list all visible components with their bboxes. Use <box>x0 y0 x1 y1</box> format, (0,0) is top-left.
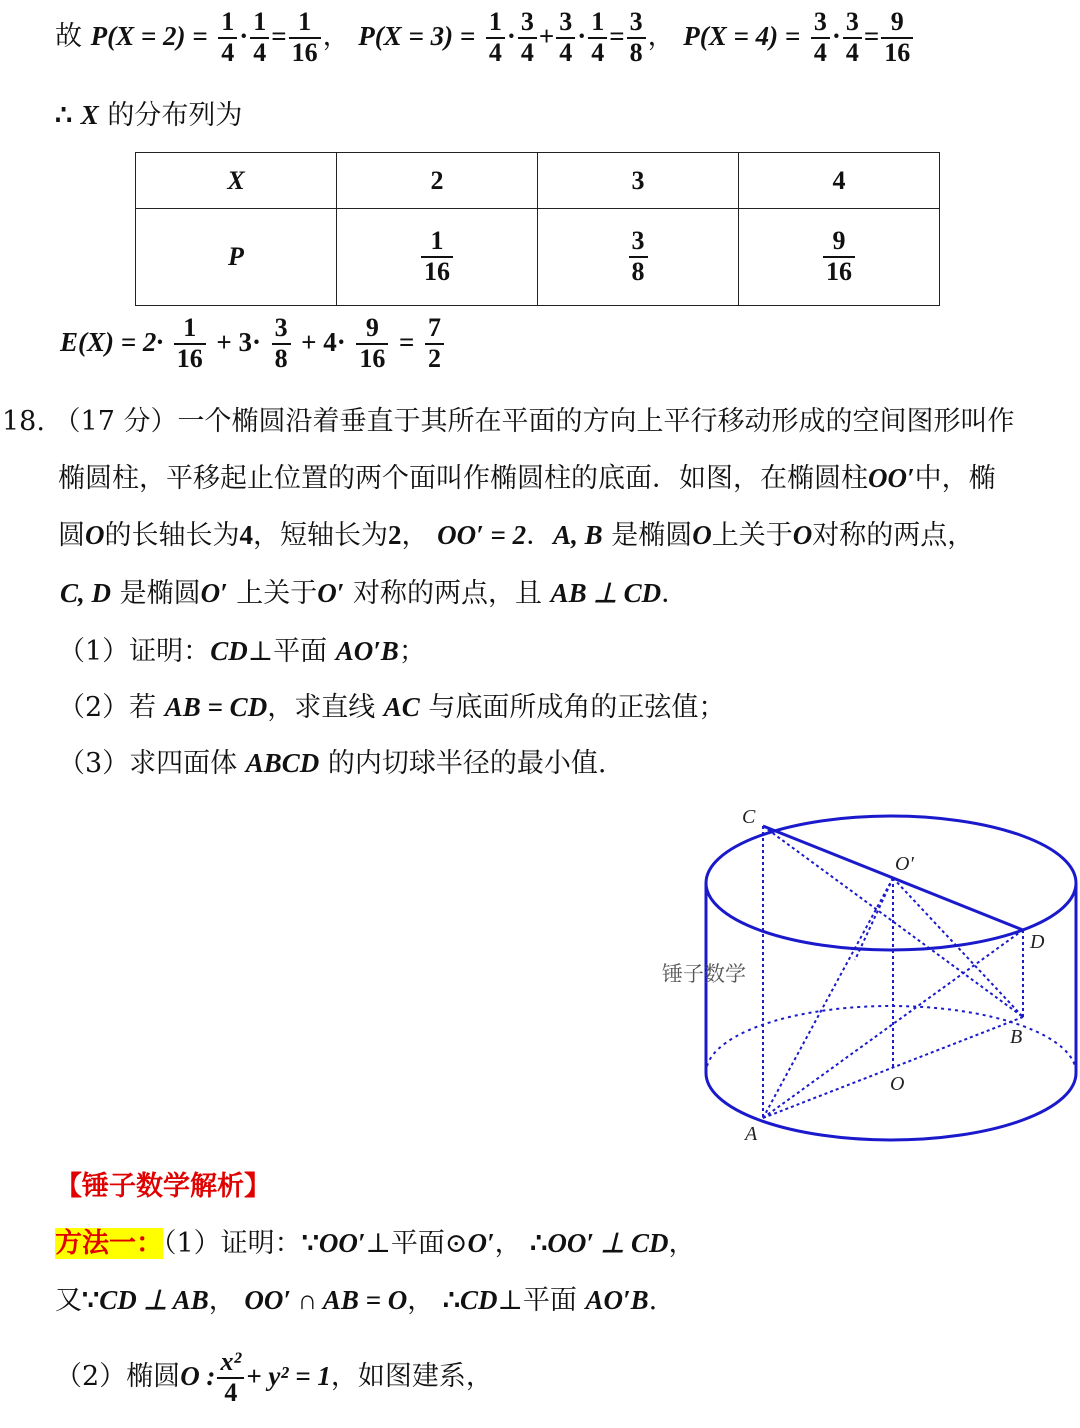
label-b: B <box>1010 1026 1023 1048</box>
frac-f1b: $\frac{1}{4}$ <box>250 8 269 67</box>
label-c: C <box>742 806 756 828</box>
distribution-intro <box>55 102 242 129</box>
table-cell: $\frac{3}{8}$ <box>538 209 739 306</box>
line-o-b <box>893 878 1023 1017</box>
frac-f1a: $\frac{1}{4}$ <box>218 8 237 67</box>
label-d: D <box>1030 931 1045 953</box>
exp-term2: + 3· <box>216 327 261 358</box>
question-1: （1）证明：CD⊥平面 AO′B； <box>58 636 426 667</box>
label-o-prime: O′ <box>895 853 914 875</box>
frac-f2d: $\frac{1}{4}$ <box>588 8 607 67</box>
question-3: （3）求四面体 ABCD 的内切球半径的最小值. <box>58 748 607 779</box>
solution-line-1: 方法一：（1）证明：∵OO′⊥平面⊙O′， ∴OO′ ⊥ CD， <box>55 1228 696 1259</box>
table-row <box>136 153 940 209</box>
frac-f2c: $\frac{3}{4}$ <box>556 8 575 67</box>
problem-line-4: C, D 是椭圆O′ 上关于O′ 对称的两点，且 AB ⊥ CD． <box>60 578 689 609</box>
p-x3: P(X = 3) = <box>358 21 476 52</box>
table-cell: 3 <box>538 153 739 209</box>
p-x2: P(X = 2) = <box>90 21 208 52</box>
distribution-table <box>135 152 940 306</box>
problem-line-1 <box>2 408 1014 435</box>
frac-f2e: $\frac{3}{8}$ <box>627 8 646 67</box>
table-row <box>136 209 940 306</box>
var-x: X <box>80 100 99 130</box>
p-x4: P(X = 4) = <box>683 21 801 52</box>
probability-line: 故 P(X = 2) = $\frac{1}{4}$ · $\frac{1}{4}$ = $\frac{1}{16}$ ， P(X = 3) = $\frac{1}{4}$ · $\frac{3}{4}$ + $\frac{3}{4}$ · $\frac{1}{4}$ = $\frac{3}{8}$ ， P(X = 4) = $\frac{3}{4}$ · $\frac{3}{4}$ = $\frac{9}{16}$ <box>55 8 915 67</box>
frac-f3b: $\frac{3}{4}$ <box>843 8 862 67</box>
watermark-text: 锤子数学 <box>662 962 746 986</box>
gu-text: 故 <box>55 21 82 53</box>
question-2: （2）若 AB = CD，求直线 AC 与底面所成角的正弦值； <box>58 692 726 723</box>
problem-line-2: 椭圆柱，平移起止位置的两个面叫作椭圆柱的底面．如图，在椭圆柱OO′中，椭 <box>58 463 996 494</box>
elliptic-cylinder-figure <box>640 798 1080 1148</box>
frac-e-result: $\frac{7}{2}$ <box>425 314 444 373</box>
table-cell: X <box>136 153 337 209</box>
line-ab <box>763 1017 1023 1118</box>
frac-e1: $\frac{1}{16}$ <box>174 314 206 373</box>
problem-text: （17 分）一个椭圆沿着垂直于其所在平面的方向上平行移动形成的空间图形叫作 <box>53 406 1015 437</box>
solution-line-3: （2）椭圆O : $\frac{\text{x²}}{4}$ + y² = 1，如图建系， <box>55 1347 493 1407</box>
label-a: A <box>745 1123 758 1145</box>
method-badge: 方法一： <box>55 1228 163 1259</box>
intro-text: 的分布列为 <box>107 100 243 131</box>
therefore-symbol: ∴ <box>55 100 73 130</box>
table-cell: 4 <box>739 153 940 209</box>
expectation-lhs: E(X) = 2· <box>60 327 164 358</box>
solution-line-2: 又∵CD ⊥ AB， OO′ ∩ AB = O， ∴CD⊥平面 AO′B. <box>55 1285 658 1316</box>
table-cell: P <box>136 209 337 306</box>
frac-f1c: $\frac{1}{16}$ <box>289 8 321 67</box>
frac-f3c: $\frac{9}{16}$ <box>881 8 913 67</box>
frac-e3: $\frac{9}{16}$ <box>356 314 388 373</box>
frac-e2: $\frac{3}{8}$ <box>272 314 291 373</box>
frac-f2a: $\frac{1}{4}$ <box>486 8 505 67</box>
problem-line-3: 圆O的长轴长为4，短轴长为2， OO′ = 2．A, B 是椭圆O上关于O对称的两点， <box>58 520 975 551</box>
table-cell: $\frac{1}{16}$ <box>337 209 538 306</box>
exp-eq: = <box>398 327 415 358</box>
problem-number: 18. <box>2 406 45 437</box>
exp-term3: + 4· <box>301 327 346 358</box>
frac-f2b: $\frac{3}{4}$ <box>518 8 537 67</box>
line-a-o <box>763 878 893 1118</box>
solution-header: 【锤子数学解析】 <box>55 1171 271 1202</box>
label-o: O <box>890 1073 905 1095</box>
frac-f3a: $\frac{3}{4}$ <box>811 8 830 67</box>
table-cell: 2 <box>337 153 538 209</box>
frac-x2-over-4: $\frac{\text{x²}}{4}$ <box>217 1348 244 1407</box>
expectation-line <box>60 314 446 373</box>
table-cell: $\frac{9}{16}$ <box>739 209 940 306</box>
